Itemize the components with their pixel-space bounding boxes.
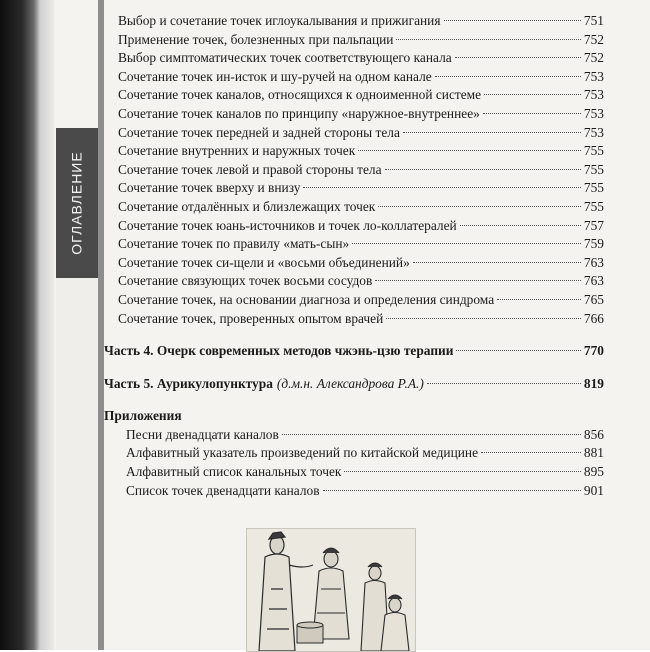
margin-area xyxy=(56,278,98,650)
dot-leader xyxy=(403,132,581,133)
dot-leader xyxy=(455,57,581,58)
toc-entry-page-number: 753 xyxy=(583,68,604,84)
toc-entry xyxy=(104,124,604,143)
toc-entry-title: Сочетание точек си-щели и «восьми объединений» xyxy=(118,254,410,270)
toc-entry xyxy=(104,49,604,68)
toc-parts xyxy=(104,342,604,393)
toc-part-page-number: 819 xyxy=(583,375,604,391)
toc-entry-page-number: 752 xyxy=(583,31,604,47)
dot-leader xyxy=(497,299,581,300)
dot-leader xyxy=(460,225,581,226)
toc-entry-page-number: 757 xyxy=(583,217,604,233)
toc-entry-page-number: 751 xyxy=(583,13,604,28)
appendix-entry-page-number: 881 xyxy=(583,445,604,461)
toc-entry xyxy=(104,31,604,50)
toc-entry xyxy=(104,254,604,273)
toc-entry-page-number: 753 xyxy=(583,105,604,121)
toc-entry xyxy=(104,235,604,254)
appendix-entry-title: Алфавитный список канальных точек xyxy=(126,464,342,480)
toc-entry xyxy=(104,310,604,329)
book-spine-shadow xyxy=(0,0,40,650)
toc-entry-page-number: 752 xyxy=(583,50,604,66)
toc-entry-title: Сочетание точек вверху и внизу xyxy=(118,180,301,196)
appendix-entry-title: Список точек двенадцати каналов xyxy=(126,482,320,498)
toc-entry-title: Применение точек, болезненных при пальпации xyxy=(118,31,394,47)
dot-leader xyxy=(444,20,581,21)
toc-entry-title: Сочетание отдалённых и близлежащих точек xyxy=(118,198,376,214)
appendix-entry xyxy=(104,426,604,445)
toc-entry-page-number: 765 xyxy=(583,291,604,307)
illustration-figures xyxy=(246,528,416,652)
toc-entry-page-number: 753 xyxy=(583,124,604,140)
dot-leader xyxy=(456,350,580,351)
toc-part-page-number: 770 xyxy=(583,343,604,359)
toc-part-title: Часть 5. Аурикулопунктура xyxy=(104,375,273,391)
toc-entry-page-number: 753 xyxy=(583,87,604,103)
toc-entry xyxy=(104,12,604,31)
toc-entry-page-number: 766 xyxy=(583,310,604,326)
dot-leader xyxy=(413,262,581,263)
toc-entry-page-number: 755 xyxy=(583,198,604,214)
dot-leader xyxy=(344,471,580,472)
dot-leader xyxy=(385,169,581,170)
toc-part xyxy=(104,375,604,394)
toc-entry-title: Сочетание связующих точек восьми сосудов xyxy=(118,273,373,289)
dot-leader xyxy=(435,76,581,77)
toc-entry-title: Сочетание точек каналов по принципу «наружное-внутреннее» xyxy=(118,105,480,121)
page-edge xyxy=(40,0,54,650)
toc-entry xyxy=(104,291,604,310)
toc-entry-title: Сочетание точек по правилу «мать-сын» xyxy=(118,236,350,252)
appendix-entry-title: Песни двенадцати каналов xyxy=(126,426,279,442)
dot-leader xyxy=(358,150,581,151)
toc-entry-title: Выбор и сочетание точек иглоукалывания и прижигания xyxy=(118,13,441,28)
dot-leader xyxy=(396,39,580,40)
toc-entry xyxy=(104,161,604,180)
toc-entry xyxy=(104,86,604,105)
dot-leader xyxy=(352,243,581,244)
toc-entry-title: Выбор симптоматических точек соответствующего канала xyxy=(118,50,452,66)
table-of-contents xyxy=(104,12,604,500)
appendix-entry-page-number: 901 xyxy=(583,482,604,498)
toc-entry xyxy=(104,179,604,198)
section-tab-label: ОГЛАВЛЕНИЕ xyxy=(69,151,85,255)
figures-drawing xyxy=(247,529,415,651)
toc-part-author: (д.м.н. Александрова Р.А.) xyxy=(276,375,424,391)
dot-leader xyxy=(481,452,581,453)
appendix-entry-page-number: 895 xyxy=(583,464,604,480)
toc-entry-title: Сочетание точек передней и задней стороны тела xyxy=(118,124,400,140)
toc-entry-title: Сочетание внутренних и наружных точек xyxy=(118,143,356,159)
appendix-entry-title: Алфавитный указатель произведений по китайской медицине xyxy=(126,445,479,461)
dot-leader xyxy=(484,94,581,95)
toc-entry xyxy=(104,105,604,124)
appendix-list xyxy=(104,426,604,500)
toc-entry-page-number: 763 xyxy=(583,254,604,270)
toc-entry-title: Сочетание точек левой и правой стороны тела xyxy=(118,161,382,177)
toc-entry xyxy=(104,142,604,161)
dot-leader xyxy=(303,187,581,188)
toc-entry-page-number: 755 xyxy=(583,180,604,196)
toc-part-title: Часть 4. Очерк современных методов чжэнь-цзю терапии xyxy=(104,343,454,359)
toc-entries xyxy=(104,12,604,328)
toc-part xyxy=(104,342,604,361)
toc-entry-title: Сочетание точек каналов, относящихся к одноименной системе xyxy=(118,87,482,103)
dot-leader xyxy=(282,434,581,435)
dot-leader xyxy=(375,280,581,281)
toc-entry xyxy=(104,272,604,291)
appendix-entry xyxy=(104,463,604,482)
dot-leader xyxy=(483,113,581,114)
toc-entry-page-number: 755 xyxy=(583,143,604,159)
appendix-entry xyxy=(104,444,604,463)
toc-entry xyxy=(104,217,604,236)
appendix-entry xyxy=(104,482,604,501)
dot-leader xyxy=(378,206,581,207)
toc-entry-title: Сочетание точек, на основании диагноза и определения синдрома xyxy=(118,291,495,307)
toc-entry-title: Сочетание точек ин-исток и шу-ручей на одном канале xyxy=(118,68,432,84)
toc-entry-page-number: 759 xyxy=(583,236,604,252)
toc-entry xyxy=(104,198,604,217)
dot-leader xyxy=(427,383,581,384)
toc-entry-page-number: 763 xyxy=(583,273,604,289)
toc-entry-title: Сочетание точек юань-источников и точек ло-коллатералей xyxy=(118,217,457,233)
dot-leader xyxy=(386,318,581,319)
toc-entry-page-number: 755 xyxy=(583,161,604,177)
toc-entry-title: Сочетание точек, проверенных опытом врачей xyxy=(118,310,384,326)
appendix-header: Приложения xyxy=(104,408,182,424)
dot-leader xyxy=(323,490,581,491)
appendix-entry-page-number: 856 xyxy=(583,426,604,442)
toc-entry xyxy=(104,68,604,87)
